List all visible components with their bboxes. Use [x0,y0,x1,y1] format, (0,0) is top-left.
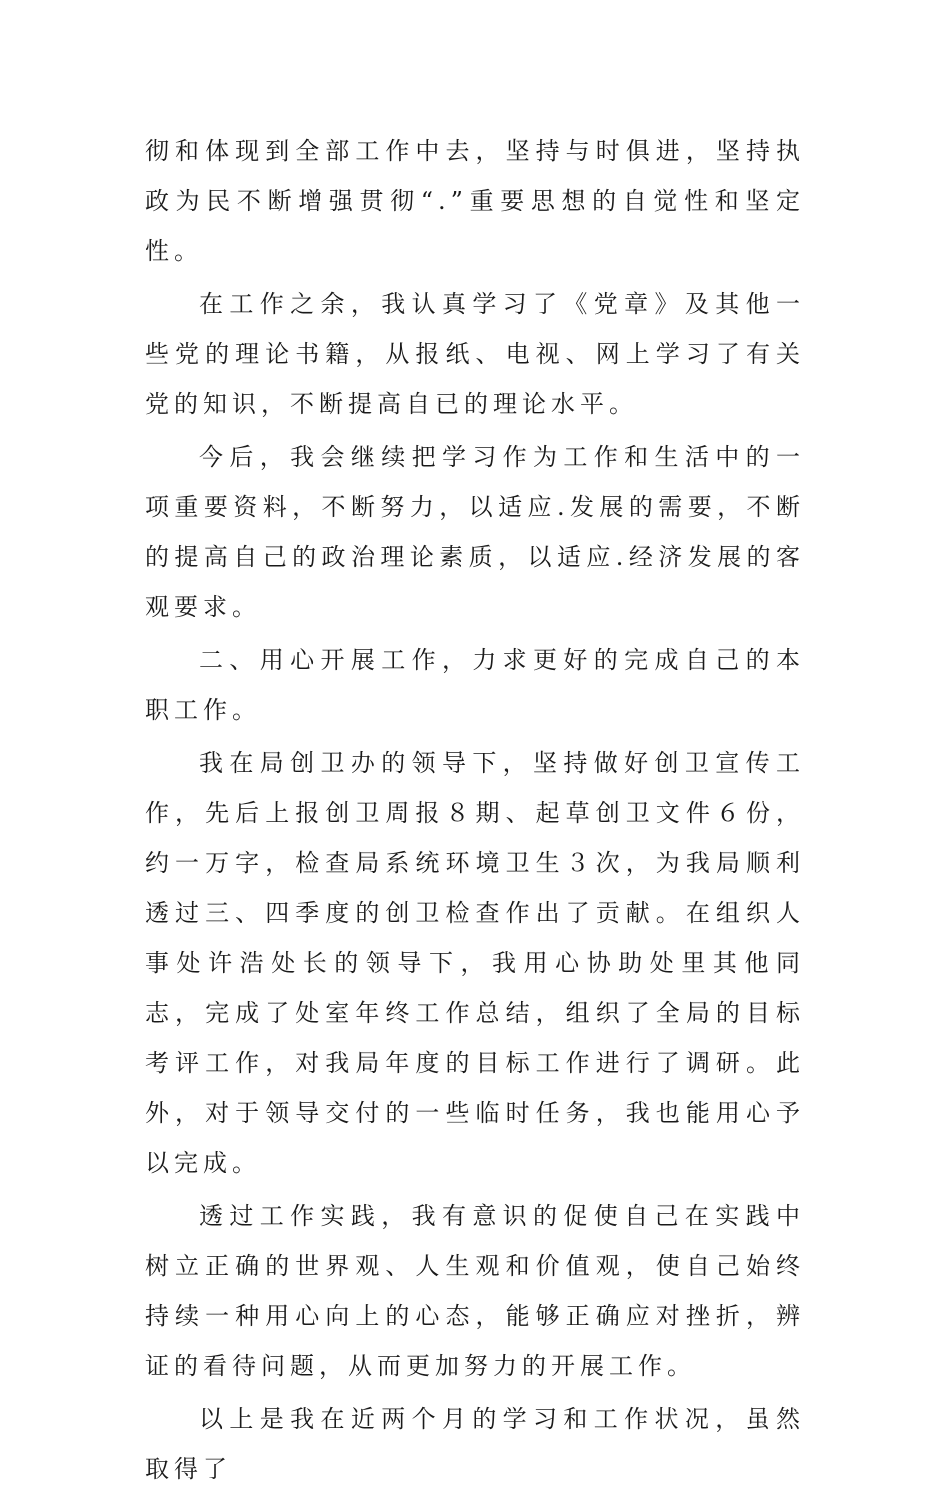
paragraph-1: 彻和体现到全部工作中去，坚持与时俱进，坚持执政为民不断增强贯彻“.”重要思想的自觉性和坚定性。 [145,137,805,265]
paragraph-4-heading: 二、用心开展工作，力求更好的完成自己的本职工作。 [145,646,805,724]
paragraph-2: 在工作之余，我认真学习了《党章》及其他一些党的理论书籍，从报纸、电视、网上学习了有关党的知识，不断提高自已的理论水平。 [145,290,805,418]
paragraph-5: 我在局创卫办的领导下，坚持做好创卫宣传工作，先后上报创卫周报８期、起草创卫文件６份，约一万字，检查局系统环境卫生３次，为我局顺利透过三、四季度的创卫检查作出了贡献。在组织人事处许浩处长的领导下，我用心协助处里其他同志，完成了处室年终工作总结，组织了全局的目标考评工作，对我局年度的目标工作进行了调研。此外，对于领导交付的一些临时任务，我也能用心予以完成。 [145,749,805,1177]
document-body [145,126,805,1494]
paragraph-6: 透过工作实践，我有意识的促使自己在实践中树立正确的世界观、人生观和价值观，使自己始终持续一种用心向上的心态，能够正确应对挫折，辨证的看待问题，从而更加努力的开展工作。 [145,1202,805,1380]
paragraph-7: 以上是我在近两个月的学习和工作状况，虽然取得了 [145,1405,805,1483]
paragraph-3: 今后，我会继续把学习作为工作和生活中的一项重要资料，不断努力，以适应.发展的需要，不断的提高自己的政治理论素质，以适应.经济发展的客观要求。 [145,443,805,621]
